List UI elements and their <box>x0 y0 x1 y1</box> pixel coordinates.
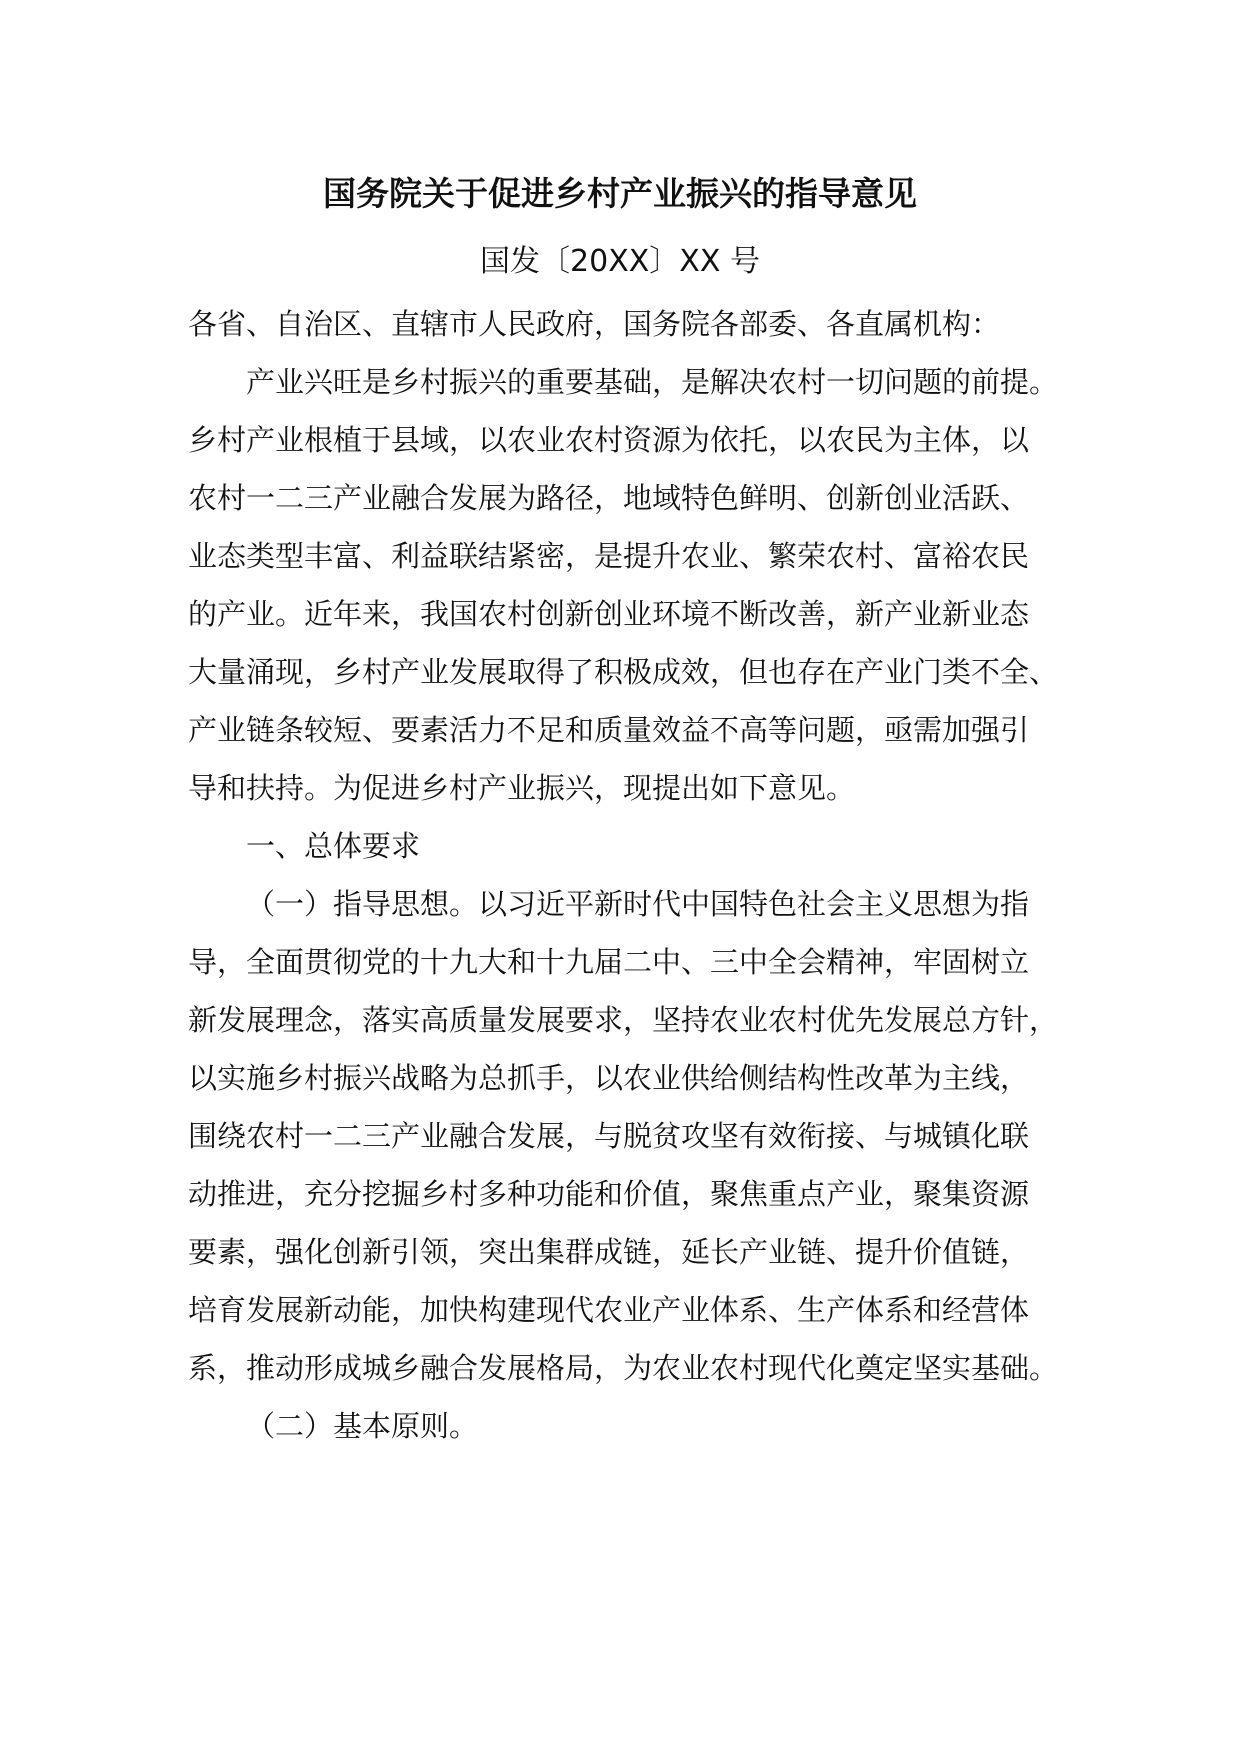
subsection-heading: （二）基本原则。 <box>246 1409 479 1443</box>
paragraph-line: 产业链条较短、要素活力不足和质量效益不高等问题，亟需加强引 <box>188 713 1030 747</box>
salutation: 各省、自治区、直辖市人民政府，国务院各部委、各直属机构： <box>188 307 1001 341</box>
paragraph-line: 导和扶持。为促进乡村产业振兴，现提出如下意见。 <box>188 771 856 805</box>
paragraph-line: 动推进，充分挖掘乡村多种功能和价值，聚焦重点产业，聚集资源 <box>188 1177 1030 1211</box>
paragraph-line: 导，全面贯彻党的十九大和十九届二中、三中全会精神，牢固树立 <box>188 945 1030 979</box>
paragraph-line: 大量涌现，乡村产业发展取得了积极成效，但也存在产业门类不全、 <box>188 655 1059 689</box>
paragraph-line: 培育发展新动能，加快构建现代农业产业体系、生产体系和经营体 <box>188 1293 1030 1327</box>
paragraph-line: 新发展理念，落实高质量发展要求，坚持农业农村优先发展总方针， <box>188 1003 1059 1037</box>
document-number: 国发〔20XX〕XX 号 <box>480 244 760 279</box>
paragraph-line: 产业兴旺是乡村振兴的重要基础，是解决农村一切问题的前提。 <box>246 365 1059 399</box>
paragraph-line: 要素，强化创新引领，突出集群成链，延长产业链、提升价值链， <box>188 1235 1030 1269</box>
paragraph-line: 农村一二三产业融合发展为路径，地域特色鲜明、创新创业活跃、 <box>188 481 1030 515</box>
paragraph-line: 围绕农村一二三产业融合发展，与脱贫攻坚有效衔接、与城镇化联 <box>188 1119 1030 1153</box>
paragraph-line: 以实施乡村振兴战略为总抓手，以农业供给侧结构性改革为主线， <box>188 1061 1030 1095</box>
paragraph-line: 的产业。近年来，我国农村创新创业环境不断改善，新产业新业态 <box>188 597 1030 631</box>
document-title: 国务院关于促进乡村产业振兴的指导意见 <box>323 174 917 213</box>
paragraph-line: 系，推动形成城乡融合发展格局，为农业农村现代化奠定坚实基础。 <box>188 1351 1059 1385</box>
paragraph-line: （一）指导思想。以习近平新时代中国特色社会主义思想为指 <box>246 887 1030 921</box>
paragraph-line: 乡村产业根植于县域，以农业农村资源为依托，以农民为主体，以 <box>188 423 1030 457</box>
paragraph-line: 业态类型丰富、利益联结紧密，是提升农业、繁荣农村、富裕农民 <box>188 539 1030 573</box>
section-heading: 一、总体要求 <box>246 829 421 863</box>
